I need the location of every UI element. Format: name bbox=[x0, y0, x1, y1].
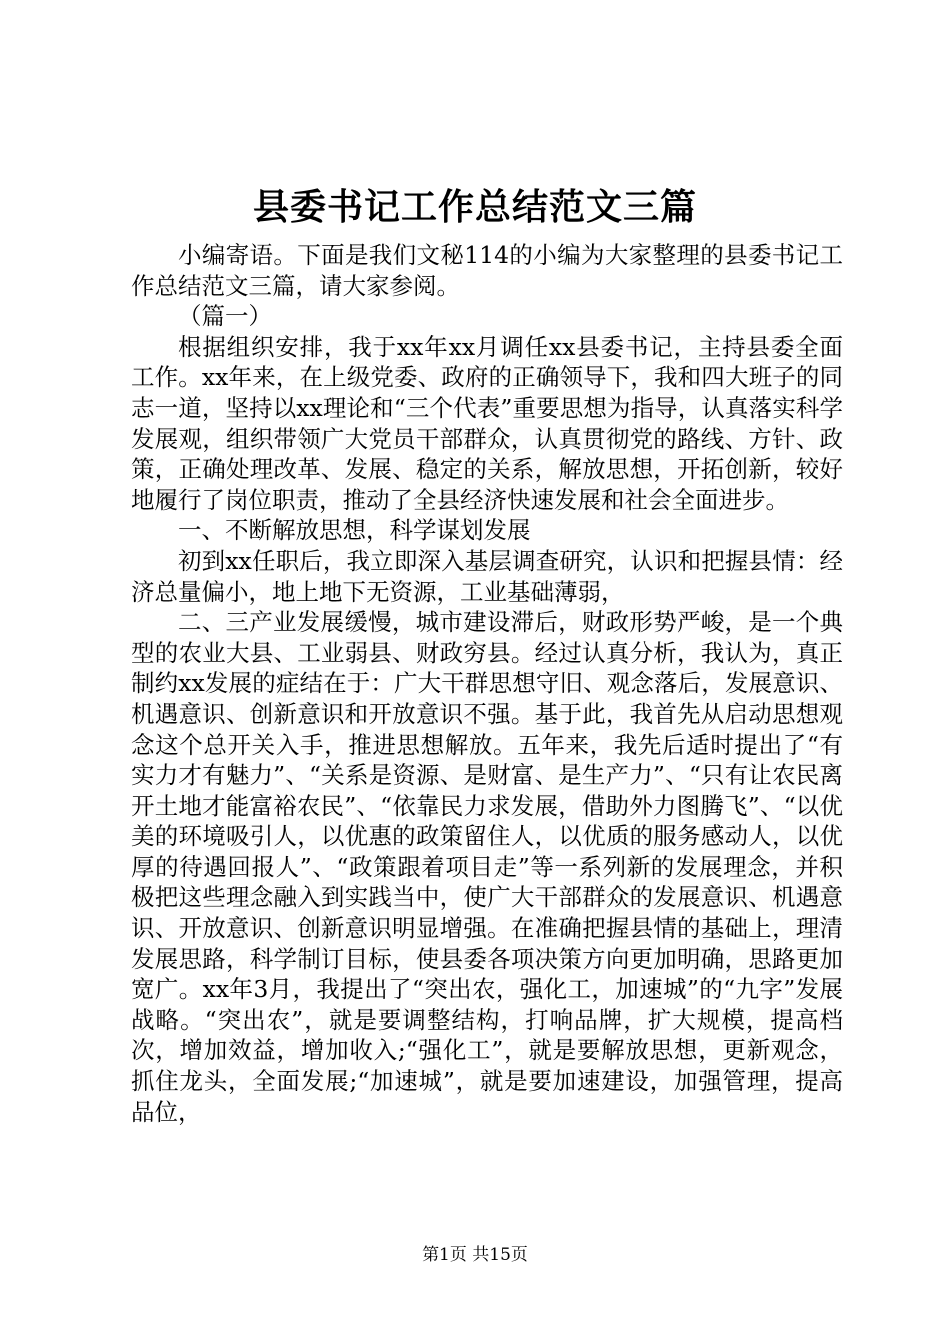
paragraph-main: 根据组织安排，我于xx年xx月调任xx县委书记，主持县委全面工作。xx年来，在上级党委、政府的正确领导下，我和四大班子的同志一道，坚持以xx理论和“三个代表”重要思想为指导，认真落实科学发展观，组织带领广大党员干部群众，认真贯彻党的路线、方针、政策，正确处理改革、发展、稳定的关系，解放思想，开拓创新，较好地履行了岗位职责，推动了全县经济快速发展和社会全面进步。 bbox=[131, 332, 843, 514]
paragraph-development: 二、三产业发展缓慢，城市建设滞后，财政形势严峻，是一个典型的农业大县、工业弱县、财政穷县。经过认真分析，我认为，真正制约xx发展的症结在于：广大干群思想守旧、观念落后，发展意识、机遇意识、创新意识和开放意识不强。基于此，我首先从启动思想观念这个总开关入手，推进思想解放。五年来，我先后适时提出了“有实力才有魅力”、“关系是资源、是财富、是生产力”、“只有让农民离开土地才能富裕农民”、“依靠民力求发展，借助外力图腾飞”、“以优美的环境吸引人，以优惠的政策留住人，以优质的服务感动人，以优厚的待遇回报人”、“政策跟着项目走”等一系列新的发展理念，并积极把这些理念融入到实践当中，使广大干部群众的发展意识、机遇意识、开放意识、创新意识明显增强。在准确把握县情的基础上，理清发展思路，科学制订目标，使县委各项决策方向更加明确，思路更加宽广。xx年3月，我提出了“突出农，强化工，加速城”的“九字”发展战略。“突出农”，就是要调整结构，打响品牌，扩大规模，提高档次，增加效益，增加收入;“强化工”，就是要解放思想，更新观念，抓住龙头，全面发展;“加速城”，就是要加速建设，加强管理，提高品位， bbox=[131, 608, 843, 1126]
page-footer: 第1页 共15页 bbox=[422, 1245, 528, 1265]
paragraph-intro: 小编寄语。下面是我们文秘114的小编为大家整理的县委书记工作总结范文三篇，请大家参阅。 bbox=[131, 241, 843, 300]
document-title: 县委书记工作总结范文三篇 bbox=[252, 186, 697, 228]
paragraph-county-situation: 初到xx任职后，我立即深入基层调查研究，认识和把握县情：经济总量偏小，地上地下无资源，工业基础薄弱， bbox=[131, 546, 843, 606]
paragraph-heading-one: 一、不断解放思想，科学谋划发展 bbox=[178, 516, 531, 545]
document-body bbox=[131, 240, 843, 1127]
paragraph-section-label: （篇一） bbox=[178, 302, 272, 331]
